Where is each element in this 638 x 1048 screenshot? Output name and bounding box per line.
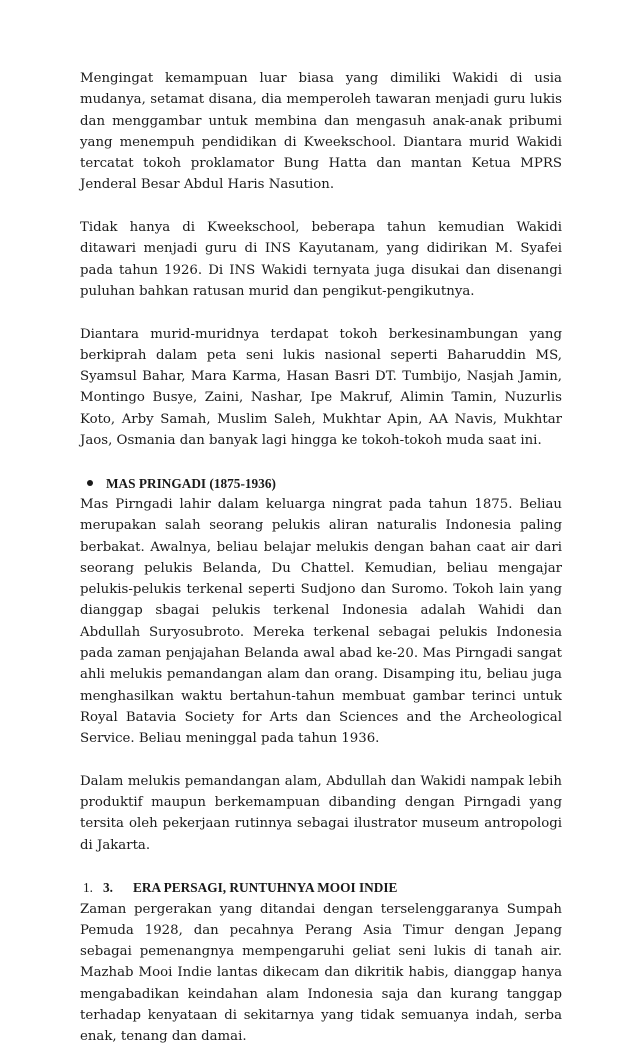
heading-text: ERA PERSAGI, RUNTUHNYA MOOI INDIE <box>133 880 398 896</box>
list-marker: 1. <box>83 880 93 896</box>
paragraph-gap <box>80 302 562 323</box>
paragraph-ins-kayutanam: Tidak hanya di Kweekschool, beberapa tahun kemudian Wakidi ditawari menjadi guru di INS Kayutanam, yang didirikan M. Syafei pada tahun 1926. Di INS Wakidi ternyata juga disukai dan disenangi puluhan bahkan ratusan murid dan pengikut-pengikutnya. <box>80 220 562 299</box>
paragraph-gap <box>80 856 562 877</box>
heading-text: MAS PRINGADI (1875-1936) <box>106 475 276 491</box>
paragraph-murid-wakidi: Diantara murid-muridnya terdapat tokoh berkesinambungan yang berkiprah dalam peta seni lukis nasional seperti Baharuddin MS, Syamsul Bahar, Mara Karma, Hasan Basri DT. Tumbijo, Nasjah Jamin, Montingo Busye, Zaini, Nashar, Ipe Makruf, Alimin Tamin, Nuzurlis Koto, Arby Samah, Muslim Saleh, Mukhtar Apin, AA Navis, Mukhtar Jaos, Osmania dan banyak lagi hingga ke tokoh-tokoh muda saat ini. <box>80 326 562 449</box>
paragraph-zaman-pergerakan: Zaman pergerakan yang ditandai dengan terselenggaranya Sumpah Pemuda 1928, dan pecahnya Perang Asia Timur dengan Jepang sebagai pemenangnya mempengaruhi geliat seni lukis di tanah air. Mazhab Mooi Indie lantas dikecam dan dikritik habis, dianggap hanya mengabadikan keindahan alam Indonesia saja dan kurang tanggap terhadap kenyataan di sekitarnya yang tidak semuanya indah, serba enak, tenang dan damai. <box>80 901 562 1045</box>
paragraph-gap <box>80 750 562 771</box>
paragraph-gap <box>80 196 562 217</box>
bullet-icon <box>87 480 93 486</box>
paragraph-wakidi-kweekschool: Mengingat kemampuan luar biasa yang dimiliki Wakidi di usia mudanya, setamat disana, dia memperoleh tawaran menjadi guru lukis dan menggambar untuk membina dan mengasuh anak-anak pribumi yang menempuh pendidikan di Kweekschool. Diantara murid Wakidi tercatat tokoh proklamator Bung Hatta dan mantan Ketua MPRS Jenderal Besar Abdul Haris Nasution. <box>80 71 562 193</box>
paragraph-mas-pirngadi: Mas Pirngadi lahir dalam keluarga ningrat pada tahun 1875. Beliau merupakan salah seorang pelukis aliran naturalis Indonesia paling berbakat. Awalnya, beliau belajar melukis dengan bahan caat air dari seorang pelukis Belanda, Du Chattel. Kemudian, beliau mengajar pelukis-pelukis terkenal seperti Sudjono dan Suromo. Tokoh lain yang dianggap sbagai pelukis terkenal Indonesia adalah Wahidi dan Abdullah Suryosubroto. Mereka terkenal sebagai pelukis Indonesia pada zaman penjajahan Belanda awal abad ke-20. Mas Pirngadi sangat ahli melukis pemandangan alam dan orang. Disamping itu, beliau juga menghasilkan waktu bertahun-tahun membuat gambar terinci untuk Royal Batavia Society for Arts dan Sciences and the Archeological Service. Beliau meninggal pada tahun 1936. <box>80 496 562 747</box>
document-page <box>80 68 562 1048</box>
section-number: 3. <box>103 880 113 896</box>
section-heading-mas-pringadi <box>80 473 562 494</box>
paragraph-pemandangan-alam: Dalam melukis pemandangan alam, Abdullah dan Wakidi nampak lebih produktif maupun berkemampuan dibanding dengan Pirngadi yang tersita oleh pekerjaan rutinnya sebagai ilustrator museum antropologi di Jakarta. <box>80 773 562 853</box>
section-heading-era-persagi <box>80 877 562 898</box>
paragraph-gap <box>80 451 562 472</box>
